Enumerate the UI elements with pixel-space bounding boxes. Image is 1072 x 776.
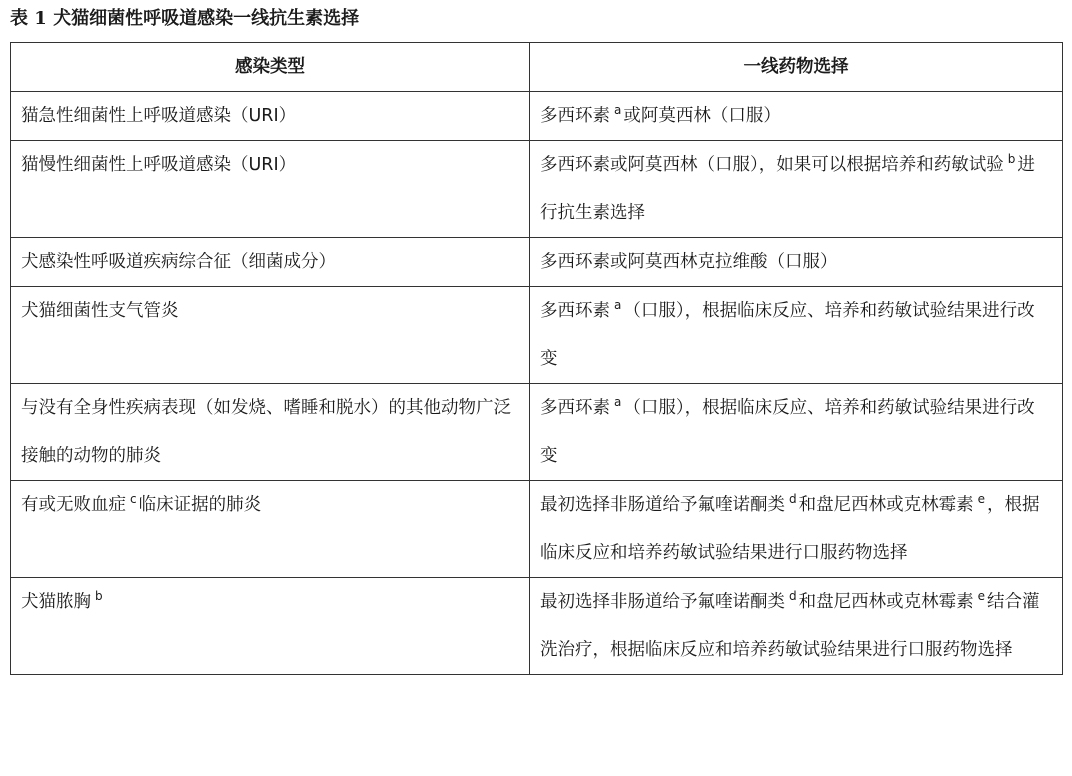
table-row [11, 578, 1063, 675]
cell-infection-type [11, 238, 530, 287]
cell-text: 最初选择非肠道给予氟喹诺酮类 [540, 495, 785, 515]
cell-text: 犬猫细菌性支气管炎 [21, 301, 179, 321]
footnote-marker: e [977, 589, 986, 603]
caption-label: 表 [10, 8, 28, 29]
footnote-marker: b [1007, 152, 1016, 166]
cell-drug-choice [530, 481, 1063, 578]
cell-infection-type [11, 287, 530, 384]
cell-drug-choice [530, 238, 1063, 287]
footnote-marker: c [130, 492, 137, 506]
cell-drug-choice [530, 92, 1063, 141]
table-row [11, 384, 1063, 481]
cell-text: 和盘尼西林或克林霉素 [798, 592, 974, 612]
cell-text: 猫慢性细菌性上呼吸道感染（URI） [21, 155, 297, 175]
table-row [11, 287, 1063, 384]
cell-infection-type [11, 141, 530, 238]
cell-text: （口服），根据临床反应、培养和药敏试验结果进行改变 [540, 398, 1035, 466]
cell-text: 多西环素 [540, 398, 610, 418]
cell-text: ，根据临床反应和培养药敏试验结果进行口服药物选择 [540, 495, 1040, 563]
footnote-marker: a [614, 103, 622, 117]
cell-text: 临床证据的肺炎 [138, 495, 262, 515]
cell-text: 有或无败血症 [21, 495, 126, 515]
footnote-marker: a [614, 395, 622, 409]
cell-text: 多西环素或阿莫西林克拉维酸（口服） [540, 252, 838, 272]
cell-drug-choice [530, 287, 1063, 384]
cell-infection-type [11, 481, 530, 578]
cell-text: （口服），根据临床反应、培养和药敏试验结果进行改变 [540, 301, 1035, 369]
header-first-line-drug: 一线药物选择 [530, 43, 1063, 92]
table-caption [10, 6, 359, 32]
cell-text: 犬猫脓胸 [21, 592, 91, 612]
cell-infection-type [11, 92, 530, 141]
cell-text: 猫急性细菌性上呼吸道感染（URI） [21, 106, 297, 126]
cell-text: 进行抗生素选择 [540, 155, 1035, 223]
footnote-marker: b [95, 589, 103, 603]
table-row [11, 238, 1063, 287]
footnote-marker: d [789, 589, 797, 603]
cell-text: 犬感染性呼吸道疾病综合征（细菌成分） [21, 252, 336, 272]
table-row [11, 481, 1063, 578]
footnote-marker: a [614, 298, 622, 312]
caption-number: 1 [34, 8, 47, 29]
antibiotic-table [10, 42, 1063, 675]
cell-text: 结合灌洗治疗，根据临床反应和培养药敏试验结果进行口服药物选择 [540, 592, 1040, 660]
cell-drug-choice [530, 578, 1063, 675]
cell-text: 多西环素或阿莫西林（口服），如果可以根据培养和药敏试验 [540, 155, 1004, 175]
cell-text: 多西环素 [540, 106, 610, 126]
header-row [11, 43, 1063, 92]
table-row [11, 141, 1063, 238]
cell-drug-choice [530, 141, 1063, 238]
caption-title: 犬猫细菌性呼吸道感染一线抗生素选择 [53, 8, 360, 29]
cell-drug-choice [530, 384, 1063, 481]
header-infection-type: 感染类型 [11, 43, 530, 92]
cell-text: 最初选择非肠道给予氟喹诺酮类 [540, 592, 785, 612]
table-body [11, 92, 1063, 675]
cell-infection-type [11, 384, 530, 481]
cell-text: 和盘尼西林或克林霉素 [798, 495, 974, 515]
cell-text: 与没有全身性疾病表现（如发烧、嗜睡和脱水）的其他动物广泛接触的动物的肺炎 [21, 398, 511, 466]
footnote-marker: e [977, 492, 986, 506]
table-row [11, 92, 1063, 141]
cell-infection-type [11, 578, 530, 675]
cell-text: 或阿莫西林（口服） [623, 106, 781, 126]
footnote-marker: d [789, 492, 797, 506]
cell-text: 多西环素 [540, 301, 610, 321]
